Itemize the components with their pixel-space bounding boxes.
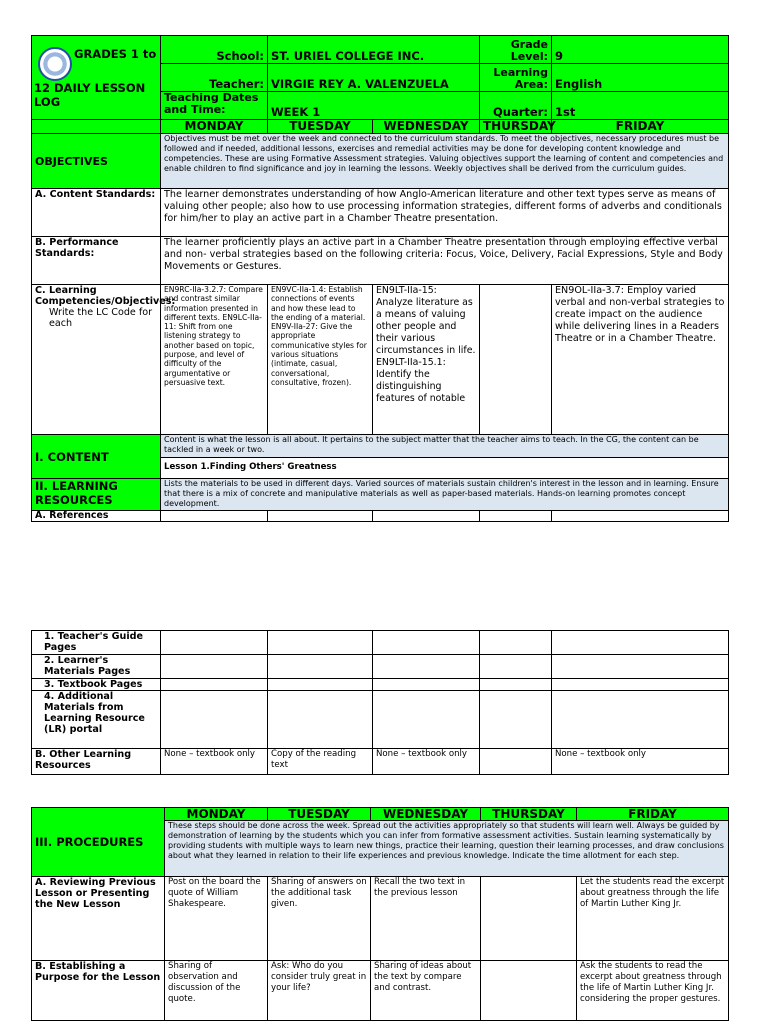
lc-friday: EN9OL-IIa-3.7: Employ varied verbal and non-verbal strategies to create impact on the audience while delivering lines in a Readers Theatre or in a Chamber Theatre. <box>552 285 729 435</box>
teachers-guide-label: 1. Teacher's Guide Pages <box>32 631 161 655</box>
purpose-wednesday: Sharing of ideas about the text by compare and contrast. <box>371 961 481 1021</box>
quarter-value: 1st <box>552 92 729 120</box>
content-standards-text: The learner demonstrates understanding of how Anglo-American literature and other text types serve as means of valuing other people; also how to use processing information strategies, different forms of adverbs and conditionals for him/her to play an active part in a Chamber Theatre presentation. <box>161 189 729 237</box>
learning-competencies-sub: Write the LC Code for each <box>49 307 153 329</box>
purpose-friday: Ask the students to read the excerpt about greatness through the life of Martin Luther King Jr. considering the proper gestures. <box>577 961 729 1021</box>
other-resources-wednesday: None – textbook only <box>373 749 480 775</box>
content-label: I. CONTENT <box>32 435 161 479</box>
reviewing-monday: Post on the board the quote of William Shakespeare. <box>165 877 268 961</box>
purpose-thursday <box>481 961 577 1021</box>
proc-day-wednesday: WEDNESDAY <box>371 808 481 821</box>
objectives-note: Objectives must be met over the week and connected to the curriculum standards. To meet the objectives, necessary procedures must be followed and if needed, additional lessons, exercises and remedial activities may be done for developing content knowledge and competencies. These are using Formative Assessment strategies. Valuing objectives support the learning of content and competencies and enable children to find significance and joy in learning the lessons. Weekly objectives shall be derived from the curriculum guides. <box>161 134 729 189</box>
purpose-tuesday: Ask: Who do you consider truly great in your life? <box>268 961 371 1021</box>
dates-value: WEEK 1 <box>268 92 480 120</box>
reviewing-tuesday: Sharing of answers on the additional task given. <box>268 877 371 961</box>
school-value: ST. URIEL COLLEGE INC. <box>268 36 480 64</box>
purpose-label: B. Establishing a Purpose for the Lesson <box>32 961 165 1021</box>
learners-materials-label: 2. Learner's Materials Pages <box>32 655 161 679</box>
content-note: Content is what the lesson is all about. It pertains to the subject matter that the teacher aims to teach. In the CG, the content can be tackled in a week or two. <box>161 435 728 458</box>
grade-value: 9 <box>552 36 729 64</box>
area-label: Learning Area: <box>480 64 552 92</box>
learning-competencies-title: C. Learning Competencies/Objectives: <box>35 285 176 307</box>
teacher-value: VIRGIE REY A. VALENZUELA <box>268 64 480 92</box>
dates-label: Teaching Dates and Time: <box>161 92 268 120</box>
log-title: GRADES 1 to 12 DAILY LESSON LOG <box>34 46 157 109</box>
procedures-note: These steps should be done across the week. Spread out the activities appropriately so that students will learn well. Always be guided by demonstration of learning by the students which you can infer from formative assessment activities. Sustain learning systematically by providing students with multiple ways to learn new things, practice their learning, question their learning processes, and draw conclusions about what they learned in relation to their life experiences and previous knowledge. Indicate the time allotment for each step. <box>165 821 729 877</box>
teacher-label: Teacher: <box>161 64 268 92</box>
day-header-blank <box>32 120 161 134</box>
other-resources-thursday <box>480 749 552 775</box>
reviewing-wednesday: Recall the two text in the previous lesson <box>371 877 481 961</box>
log-title-cell <box>32 36 161 120</box>
reviewing-label: A. Reviewing Previous Lesson or Presenting the New Lesson <box>32 877 165 961</box>
reviewing-thursday <box>481 877 577 961</box>
additional-materials-label: 4. Additional Materials from Learning Resource (LR) portal <box>32 691 161 749</box>
other-resources-friday: None – textbook only <box>552 749 729 775</box>
other-resources-label: B. Other Learning Resources <box>32 749 161 775</box>
proc-day-thursday: THURSDAY <box>481 808 577 821</box>
day-header-friday: FRIDAY <box>552 120 729 134</box>
performance-standards-text: The learner proficiently plays an active part in a Chamber Theatre presentation through employing effective verbal and non- verbal strategies based on the following criteria: Focus, Voice, Delivery, Facial Expressions, Style and Body Movements or Gestures. <box>161 237 729 285</box>
lesson-log-table-2 <box>31 630 729 775</box>
content-lesson: Lesson 1.Finding Others' Greatness <box>164 462 337 472</box>
proc-day-friday: FRIDAY <box>577 808 729 821</box>
content-cell <box>161 435 729 479</box>
lesson-log-table-1 <box>31 35 729 522</box>
proc-day-tuesday: TUESDAY <box>268 808 371 821</box>
purpose-monday: Sharing of observation and discussion of the quote. <box>165 961 268 1021</box>
lc-wednesday: EN9LT-IIa-15: Analyze literature as a means of valuing other people and their various circumstances in life. EN9LT-IIa-15.1: Identify the distinguishing features of notable <box>373 285 480 435</box>
performance-standards-label: B. Performance Standards: <box>32 237 161 285</box>
day-header-monday: MONDAY <box>161 120 268 134</box>
day-header-tuesday: TUESDAY <box>268 120 373 134</box>
school-label: School: <box>161 36 268 64</box>
reviewing-friday: Let the students read the excerpt about greatness through the life of Martin Luther King Jr. <box>577 877 729 961</box>
day-header-thursday: THURSDAY <box>480 120 552 134</box>
references-label: A. References <box>32 511 161 522</box>
quarter-label: Quarter: <box>480 92 552 120</box>
lc-thursday <box>480 285 552 435</box>
learning-resources-label: II. LEARNING RESOURCES <box>32 479 161 511</box>
objectives-label: OBJECTIVES <box>32 134 161 189</box>
textbook-pages-label: 3. Textbook Pages <box>32 679 161 691</box>
other-resources-tuesday: Copy of the reading text <box>268 749 373 775</box>
proc-day-monday: MONDAY <box>165 808 268 821</box>
lc-tuesday: EN9VC-IIa-1.4: Establish connections of events and how these lead to the ending of a material. EN9V-IIa-27: Give the appropriate communicative styles for various situations (intimate, casual, conversational, consultative, frozen). <box>268 285 373 435</box>
area-value: English <box>552 64 729 92</box>
school-logo-icon <box>38 47 72 81</box>
procedures-label: III. PROCEDURES <box>32 808 165 877</box>
day-header-wednesday: WEDNESDAY <box>373 120 480 134</box>
learning-competencies-label <box>32 285 176 435</box>
lc-monday: EN9RC-IIa-3.2.7: Compare and contrast similar information presented in different texts. EN9LC-IIa-11: Shift from one listening strategy to another based on topic, purpose, and level of difficulty of the argumentative or persuasive text. <box>161 285 268 435</box>
lesson-log-table-3 <box>31 807 729 1021</box>
learning-resources-note: Lists the materials to be used in different days. Varied sources of materials sustain children's interest in the lesson and in learning. Ensure that there is a mix of concrete and manipulative materials as well as paper-based materials. Hands-on learning promotes concept development. <box>161 479 729 511</box>
grade-label: Grade Level: <box>480 36 552 64</box>
content-standards-label: A. Content Standards: <box>32 189 161 237</box>
other-resources-monday: None – textbook only <box>161 749 268 775</box>
